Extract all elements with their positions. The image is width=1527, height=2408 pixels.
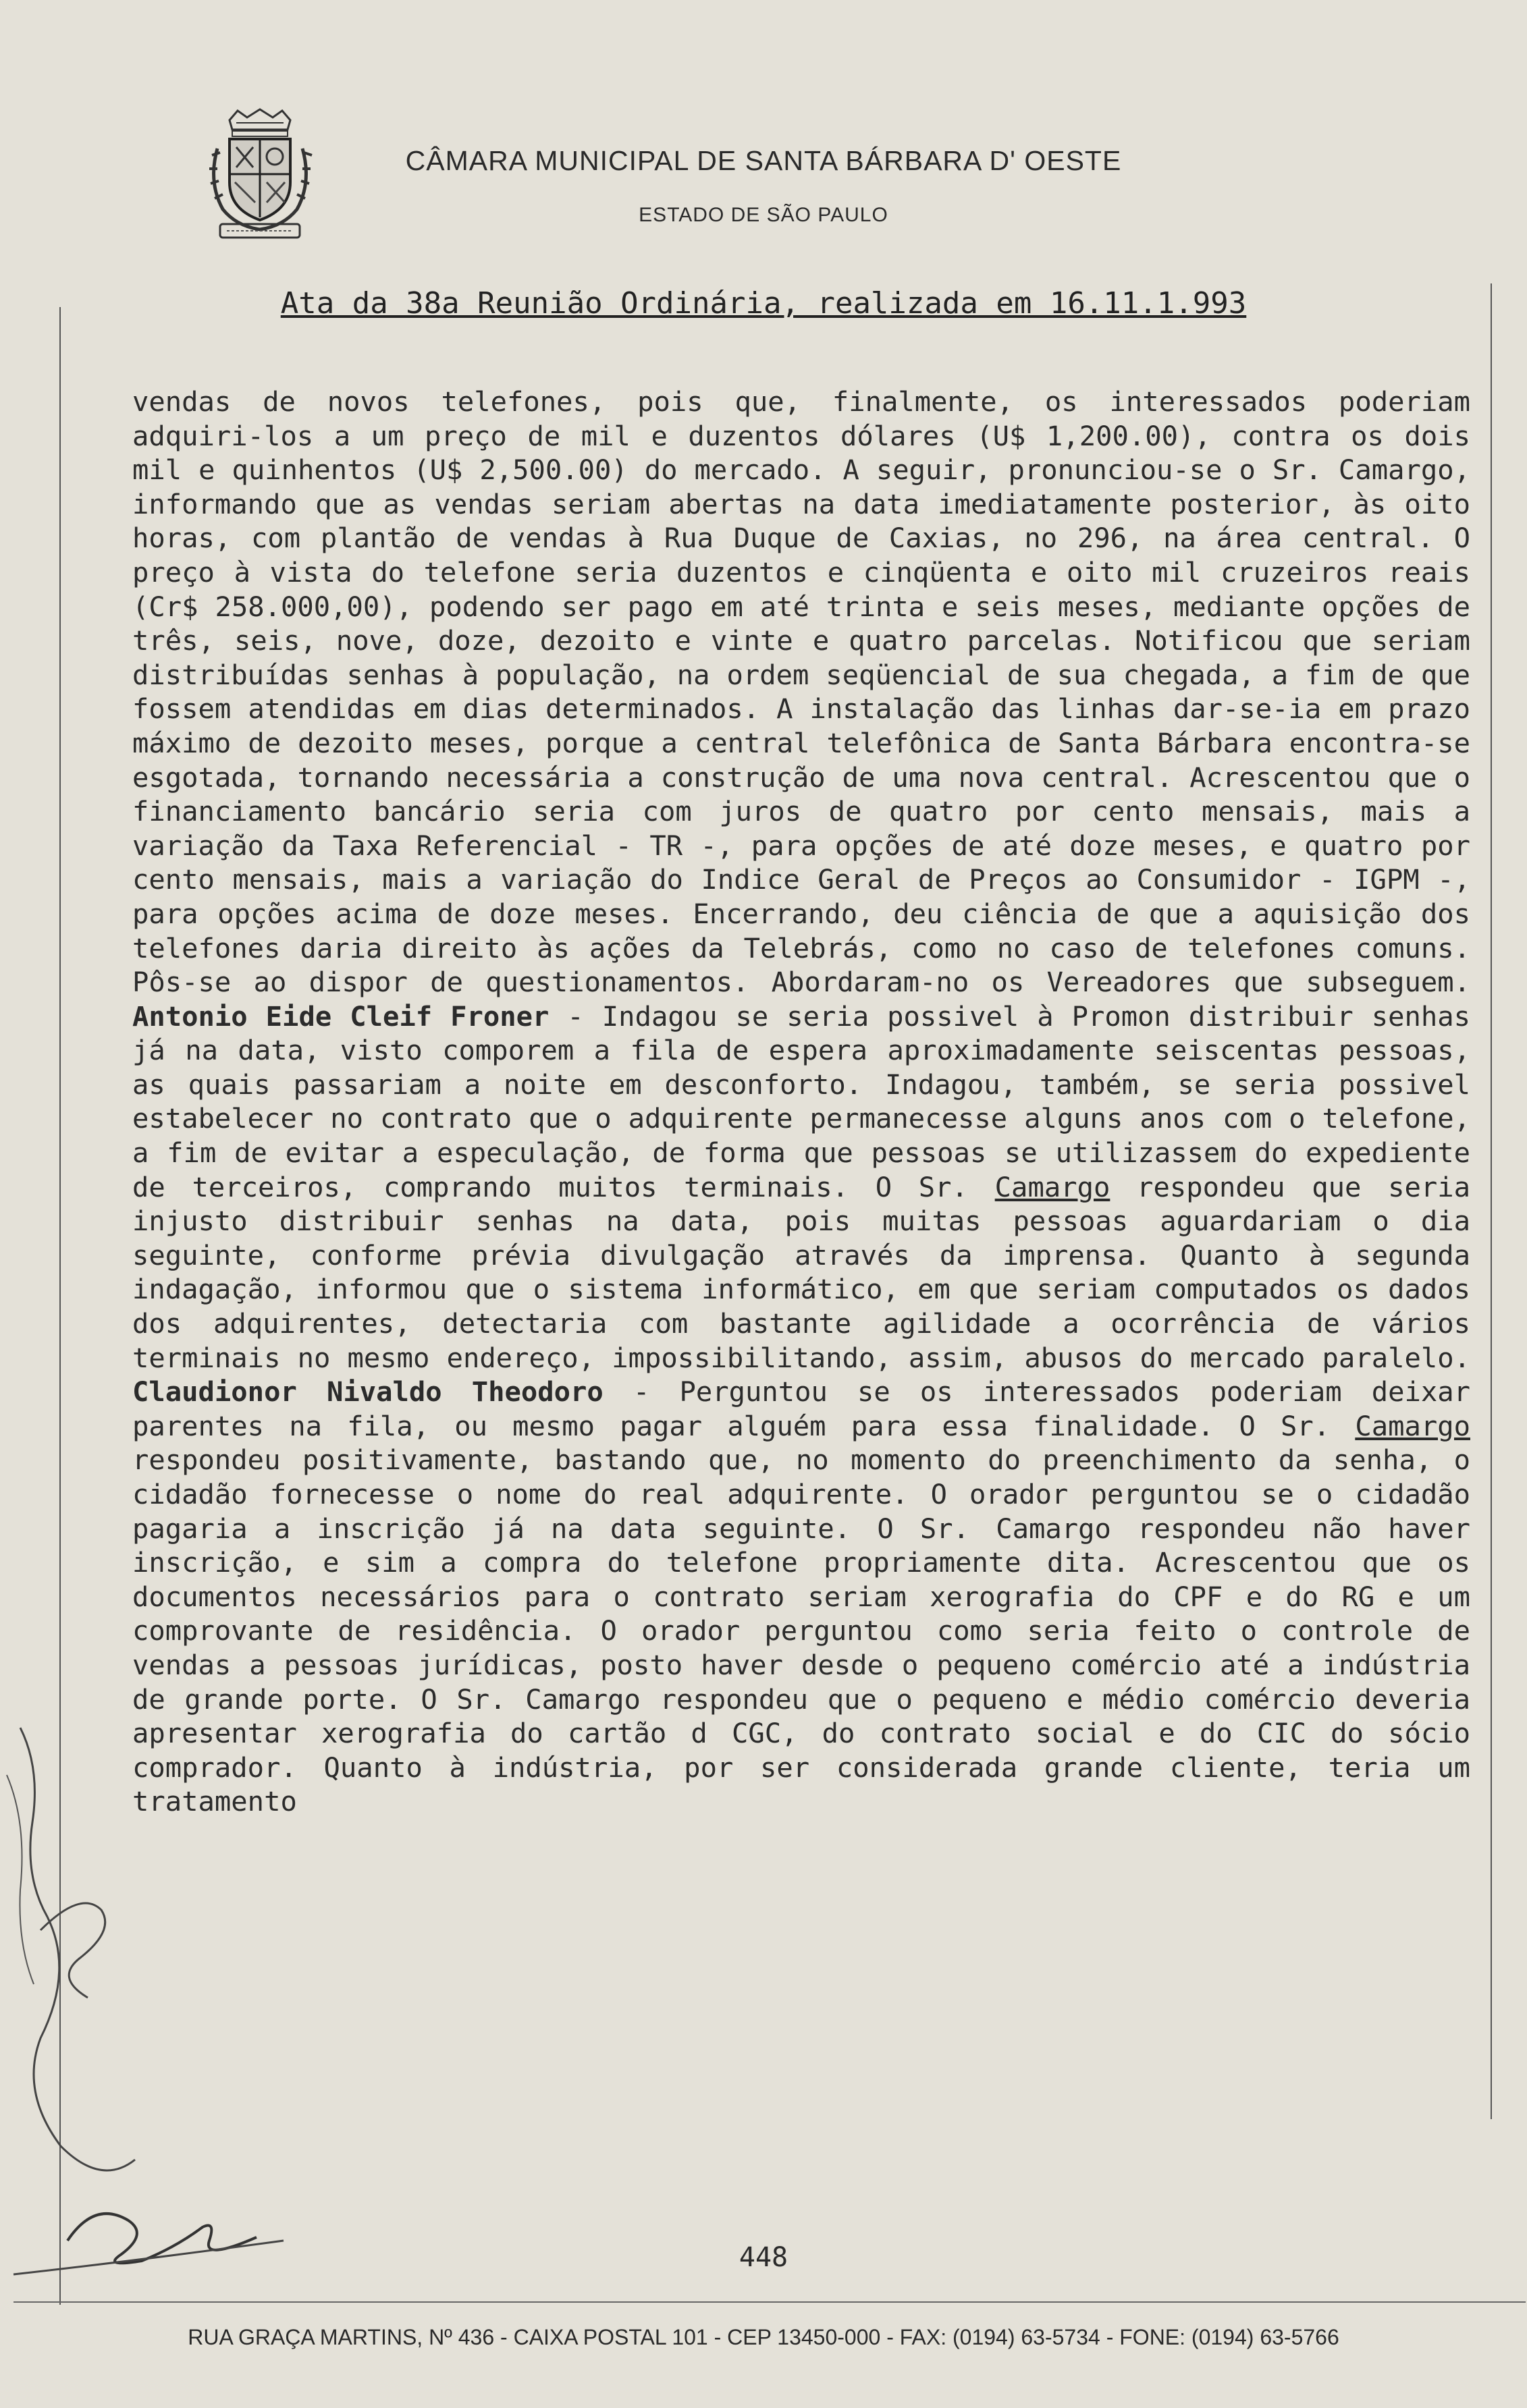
body-paragraph-3: respondeu que seria injusto distribuir senhas na data, pois muitas pessoas aguardariam o dia seguinte, conforme prévia divulgação através da imprensa. Quanto à segunda indagação, informou que o sistema informático, em que seriam computados os dados dos adquirentes, detectaria com bastante agilidade a ocorrência de vários terminais no mesmo endereço, impossibilitando, assim, abusos do mercado paralelo.	[132, 1170, 1471, 1374]
institution-name: CÂMARA MUNICIPAL DE SANTA BÁRBARA D' OESTE	[405, 145, 1122, 176]
body-paragraph-5: respondeu positivamente, bastando que, no momento do preenchimento da senha, o cidadão fornecesse o nome do real adquirente. O orador perguntou se o cidadão pagaria a inscrição já na data seguinte. O Sr. Camargo respondeu não haver inscrição, e sim a compra do telefone propriamente dita. Acrescentou que os documentos necessários para o contrato seriam xerografia do CPF e do RG e um comprovante de residência. O orador perguntou como seria feito o controle de vendas a pessoas jurídicas, posto haver desde o pequeno comércio até a indústria de grande porte. O Sr. Camargo respondeu que o pequeno e médio comércio deveria apresentar xerografia do cartão d CGC, do contrato social e do CIC do sócio comprador. Quanto à indústria, por ser considerada grande cliente, teria um tratamento	[132, 1444, 1470, 1818]
body-paragraph-1: vendas de novos telefones, pois que, finalmente, os interessados poderiam adquiri-los a um preço de mil e duzentos dólares (U$ 1,200.00), contra os dois mil e quinhentos (U$ 2,500.00) do mercado. A seguir, pronunciou-se o Sr. Camargo, informando que as vendas seriam abertas na data imediatamente posterior, às oito horas, com plantão de vendas à Rua Duque de Caxias, no 296, na área central. O preço à vista do telefone seria duzentos e cinqüenta e oito mil cruzeiros reais (Cr$ 258.000,00), podendo ser pago em até trinta e seis meses, mediante opções de três, seis, nove, doze, dezoito e vinte e quatro parcelas. Notificou que seriam distribuídas senhas à população, na ordem seqüencial de sua chegada, a fim de que fossem atendidas em dias determinados. A instalação das linhas dar-se-ia em prazo máximo de dezoito meses, porque a central telefônica de Santa Bárbara encontra-se esgotada, tornando necessária a construção de uma nova central. Acrescentou que o financiamento bancário seria com juros de quatro por cento mensais, mais a variação da Taxa Referencial - TR -, para opções de até doze meses, e quatro por cento mensais, mais a variação do Indice Geral de Preços ao Consumidor - IGPM -, para opções acima de doze meses. Encerrando, deu ciência de que a aquisição dos telefones daria direito às ações da Telebrás, como no caso de telefones comuns. Pôs-se ao dispor de questionamentos. Abordaram-no os Vereadores que subseguem.	[132, 385, 1470, 999]
speaker-name-2: Claudionor Nivaldo Theodoro	[132, 1375, 604, 1408]
speaker-name-1: Antonio Eide Cleif Froner	[132, 1000, 550, 1033]
underlined-name-1: Camargo	[994, 1170, 1110, 1203]
body-paragraph-4: - Perguntou se os interessados poderiam deixar parentes na fila, ou mesmo pagar alguém para essa finalidade. O Sr.	[132, 1375, 1471, 1442]
page-number: 448	[739, 2242, 788, 2273]
state-name: ESTADO DE SÃO PAULO	[639, 204, 888, 226]
handwritten-signature-icon	[0, 1687, 324, 2315]
body-paragraph-2: - Indagou se seria possivel à Promon distribuir senhas já na data, visto comporem a fila de espera aproximadamente seiscentas pessoas, as quais passariam a noite em desconforto. Indagou, também, se seria possivel estabelecer no contrato que o adquirente permanecesse alguns anos com o telefone, a fim de evitar a especulação, de forma que pessoas se utilizassem do expediente de terceiros, comprando muitos terminais. O Sr.	[132, 1000, 1471, 1203]
minutes-body	[132, 385, 1470, 1819]
underlined-name-2: Camargo	[1355, 1409, 1470, 1442]
footer-divider	[14, 2301, 1526, 2303]
footer-address: RUA GRAÇA MARTINS, Nº 436 - CAIXA POSTAL 101 - CEP 13450-000 - FAX: (0194) 63-5734 - FONE: (0194) 63-5766	[188, 2325, 1339, 2349]
minutes-title: Ata da 38a Reunião Ordinária, realizada em 16.11.1.993	[280, 286, 1247, 321]
right-margin-rule	[1491, 283, 1492, 2119]
